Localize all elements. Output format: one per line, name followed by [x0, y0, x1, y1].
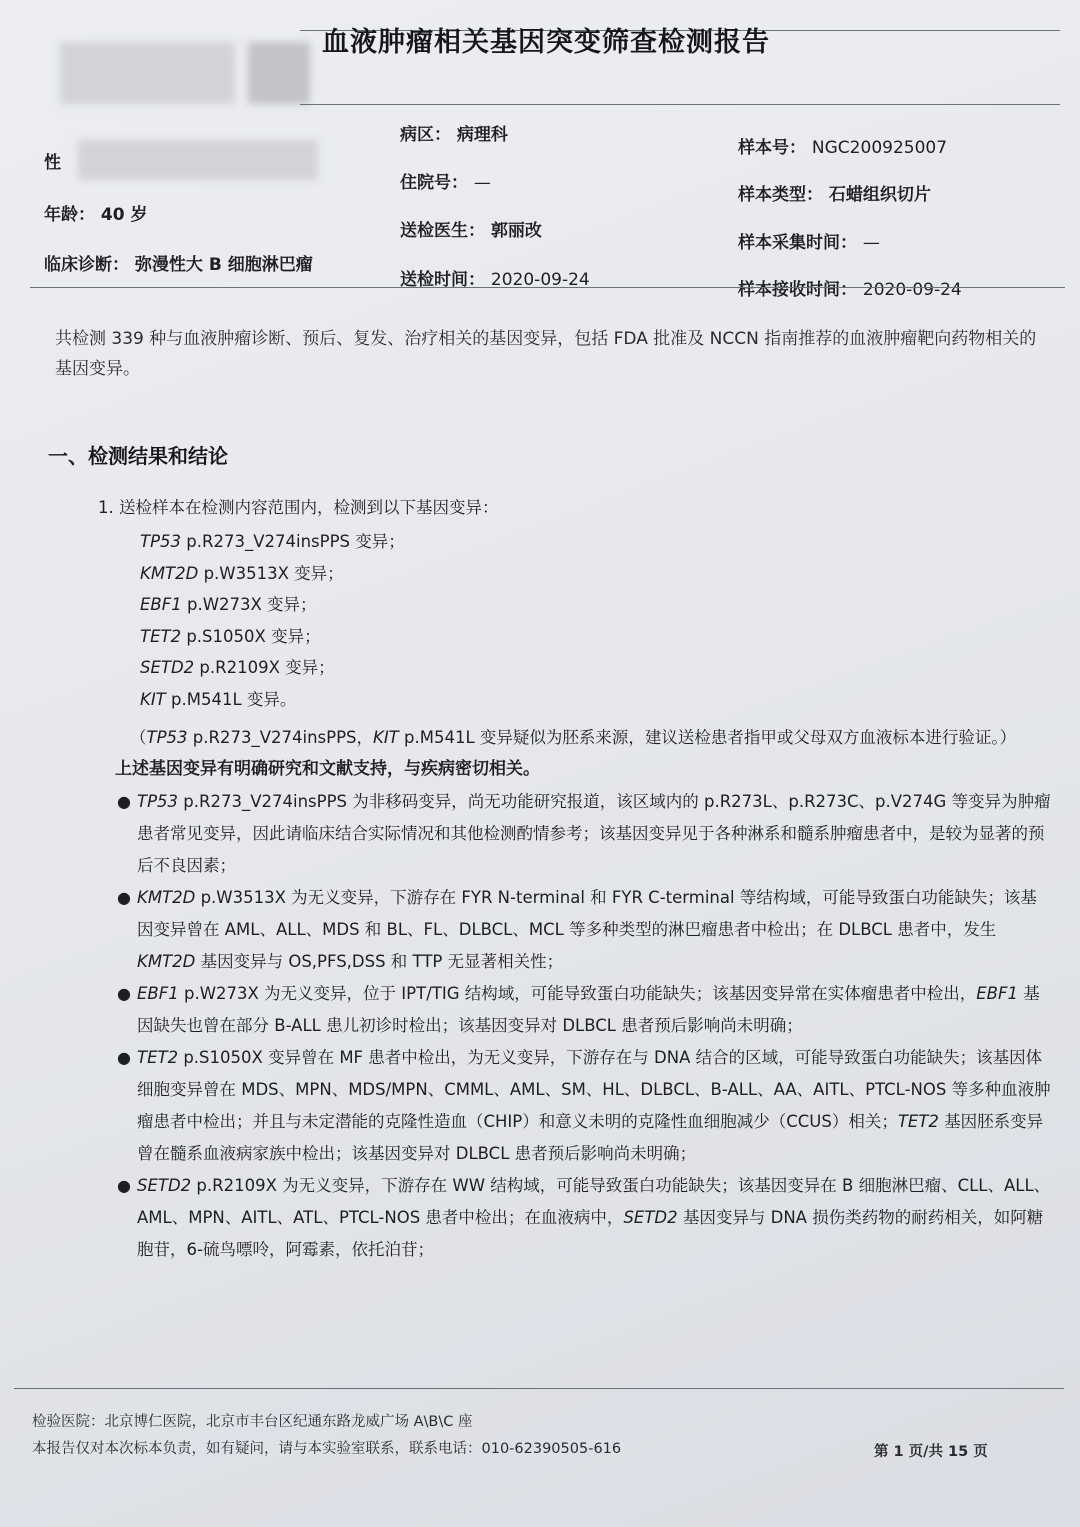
section-heading: 一、检测结果和结论	[48, 444, 228, 468]
bullet-icon: ●	[117, 1048, 131, 1067]
result-item-1: 1. 送检样本在检测内容范围内，检测到以下基因变异：	[98, 498, 499, 517]
submit-time-value: 2020-09-24	[490, 270, 590, 290]
inpatient-value: —	[473, 173, 491, 193]
interpretation-text: p.W3513X 为无义变异，下游存在 FYR N-terminal 和 FYR C-terminal 等结构域，可能导致蛋白功能缺失；该基因变异曾在 AML、ALL、MDS 和 BL、FL、DLBCL、MCL 等多种类型的淋巴瘤患者中检出；在 DLBCL 患者中，发生	[137, 888, 1037, 939]
gene-name: EBF1	[140, 595, 182, 615]
interpretation-text: p.R273_V274insPPS 为非移码变异，尚无功能研究报道，该区域内的 p.R273L、p.R273C、p.V274G 等变异为肿瘤患者常见变异，因此请临床结合实际情况和其他检测酌情参考；该基因变异见于各种淋系和髓系肿瘤患者中，是较为显著的预后不良因素；	[137, 792, 1051, 875]
note-open: （	[130, 728, 147, 747]
redacted-area	[60, 42, 235, 104]
ward-field	[400, 120, 508, 145]
variant-change: p.R2109X 变异；	[194, 658, 335, 678]
gene-name: KMT2D	[140, 563, 199, 583]
collect-time-label: 样本采集时间：	[738, 233, 857, 253]
diagnosis-field	[44, 250, 313, 275]
variant-item	[140, 621, 405, 653]
gene-name: SETD2	[140, 658, 195, 678]
redacted-area	[248, 42, 310, 104]
variant-list	[140, 526, 405, 716]
age-value: 40 岁	[100, 205, 148, 225]
gene-name: KMT2D	[137, 952, 196, 971]
divider	[30, 287, 1065, 288]
sample-type-value: 石蜡组织切片	[828, 185, 931, 205]
gene-name: KMT2D	[137, 888, 196, 907]
sample-id-value: NGC200925007	[811, 138, 948, 158]
note-text: p.R273_V274insPPS，	[187, 728, 373, 747]
receive-time-value: 2020-09-24	[862, 280, 962, 300]
note-text: p.M541L 变异疑似为胚系来源，建议送检患者指甲或父母双方血液标本进行验证。）	[398, 728, 1017, 747]
sample-id-field	[738, 133, 947, 158]
gene-name: TET2	[140, 626, 182, 646]
variant-item	[140, 526, 405, 558]
divider	[300, 104, 1060, 105]
intro-paragraph: 共检测 339 种与血液肿瘤诊断、预后、复发、治疗相关的基因变异，包括 FDA 批准及 NCCN 指南推荐的血液肿瘤靶向药物相关的基因变异。	[55, 329, 1037, 379]
variant-change: p.W3513X 变异；	[198, 563, 344, 583]
interpretation-text: 基因缺失也曾在部分 B-ALL 患儿初诊时检出；该基因变异对 DLBCL 患者预后影响尚未明确；	[137, 984, 1040, 1035]
ward-value: 病理科	[456, 125, 508, 145]
sample-type-label: 样本类型：	[738, 185, 823, 205]
support-statement: 上述基因变异有明确研究和文献支持，与疾病密切相关。	[115, 759, 540, 779]
interpretation-text: 基因变异与 DNA 损伤类药物的耐药相关，如阿糖胞苷，6-硫鸟嘌呤，阿霉素，依托泊苷；	[137, 1208, 1044, 1259]
report-title: 血液肿瘤相关基因突变筛查检测报告	[322, 27, 770, 58]
germline-note	[130, 724, 1016, 748]
gene-name: TET2	[897, 1112, 939, 1131]
divider	[14, 1388, 1064, 1389]
diagnosis-label: 临床诊断：	[44, 255, 129, 275]
footer-hospital: 检验医院：北京博仁医院，北京市丰台区纪通东路龙威广场 A\B\C 座	[32, 1414, 473, 1430]
gene-name: TET2	[137, 1048, 179, 1067]
gene-name: EBF1	[976, 984, 1018, 1003]
gene-name: TP53	[137, 792, 179, 811]
variant-item	[140, 652, 405, 684]
interpretation-text: 基因胚系变异曾在髓系血液病家族中检出；该基因变异对 DLBCL 患者预后影响尚未明确；	[137, 1112, 1044, 1163]
page-number: 第 1 页/共 15 页	[874, 1444, 988, 1460]
interpretation-item	[117, 978, 1052, 1042]
interpretation-item	[117, 786, 1052, 882]
interpretation-item	[117, 882, 1052, 978]
age-field	[44, 200, 148, 225]
interpretation-text: p.W273X 为无义变异，位于 IPT/TIG 结构域，可能导致蛋白功能缺失；该基因变异常在实体瘤患者中检出，	[178, 984, 977, 1003]
interpretation-text: p.S1050X 变异曾在 MF 患者中检出，为无义变异，下游存在与 DNA 结合的区域，可能导致蛋白功能缺失；该基因体细胞变异曾在 MDS、MPN、MDS/MPN、CMML、AML、SM、HL、DLBCL、B-ALL、AA、AITL、PTCL-NOS 等多种血液肿瘤患者中检出；并且与未定潜能的克隆性造血（CHIP）和意义未明的克隆性血细胞减少（CCUS）相关；	[137, 1048, 1051, 1131]
doctor-label: 送检医生：	[400, 221, 485, 241]
gene-name: KIT	[140, 689, 166, 709]
interpretation-item	[117, 1170, 1052, 1266]
bullet-icon: ●	[117, 984, 131, 1003]
diagnosis-value: 弥漫性大 B 细胞淋巴瘤	[134, 255, 313, 275]
sex-label: 性	[44, 153, 61, 173]
gene-name: SETD2	[137, 1176, 192, 1195]
collect-time-field	[738, 228, 880, 253]
variant-change: p.S1050X 变异；	[181, 626, 321, 646]
variant-item	[140, 558, 405, 590]
gene-name: TP53	[146, 728, 188, 747]
redacted-area	[78, 140, 318, 180]
interpretation-item	[117, 1042, 1052, 1170]
age-label: 年龄：	[44, 205, 95, 225]
sample-type-field	[738, 180, 931, 205]
interpretation-text: p.R2109X 为无义变异，下游存在 WW 结构域，可能导致蛋白功能缺失；该基因变异在 B 细胞淋巴瘤、CLL、ALL、AML、MPN、AITL、ATL、PTCL-NOS 患者中检出；在血液病中，	[137, 1176, 1051, 1227]
gene-name: EBF1	[137, 984, 179, 1003]
inpatient-field	[400, 168, 491, 193]
bullet-icon: ●	[117, 888, 131, 907]
variant-item	[140, 684, 405, 716]
submit-time-label: 送检时间：	[400, 270, 485, 290]
receive-time-label: 样本接收时间：	[738, 280, 857, 300]
sex-field	[44, 148, 61, 173]
gene-name: KIT	[373, 728, 399, 747]
ward-label: 病区：	[400, 125, 451, 145]
variant-change: p.W273X 变异；	[181, 595, 317, 615]
inpatient-label: 住院号：	[400, 173, 468, 193]
bullet-icon: ●	[117, 792, 131, 811]
collect-time-value: —	[862, 233, 880, 253]
doctor-value: 郭丽改	[490, 221, 542, 241]
variant-change: p.M541L 变异。	[165, 689, 297, 709]
gene-name: TP53	[140, 532, 182, 551]
variant-interpretation-list	[117, 786, 1052, 1266]
interpretation-text: 基因变异与 OS,PFS,DSS 和 TTP 无显著相关性；	[195, 952, 564, 971]
variant-item	[140, 589, 405, 621]
bullet-icon: ●	[117, 1176, 131, 1195]
gene-name: SETD2	[623, 1208, 678, 1227]
sample-id-label: 样本号：	[738, 138, 806, 158]
footer-disclaimer: 本报告仅对本次标本负责，如有疑问，请与本实验室联系，联系电话：010-62390505-616	[32, 1441, 622, 1457]
doctor-field	[400, 216, 542, 241]
variant-change: p.R273_V274insPPS 变异；	[181, 532, 405, 551]
